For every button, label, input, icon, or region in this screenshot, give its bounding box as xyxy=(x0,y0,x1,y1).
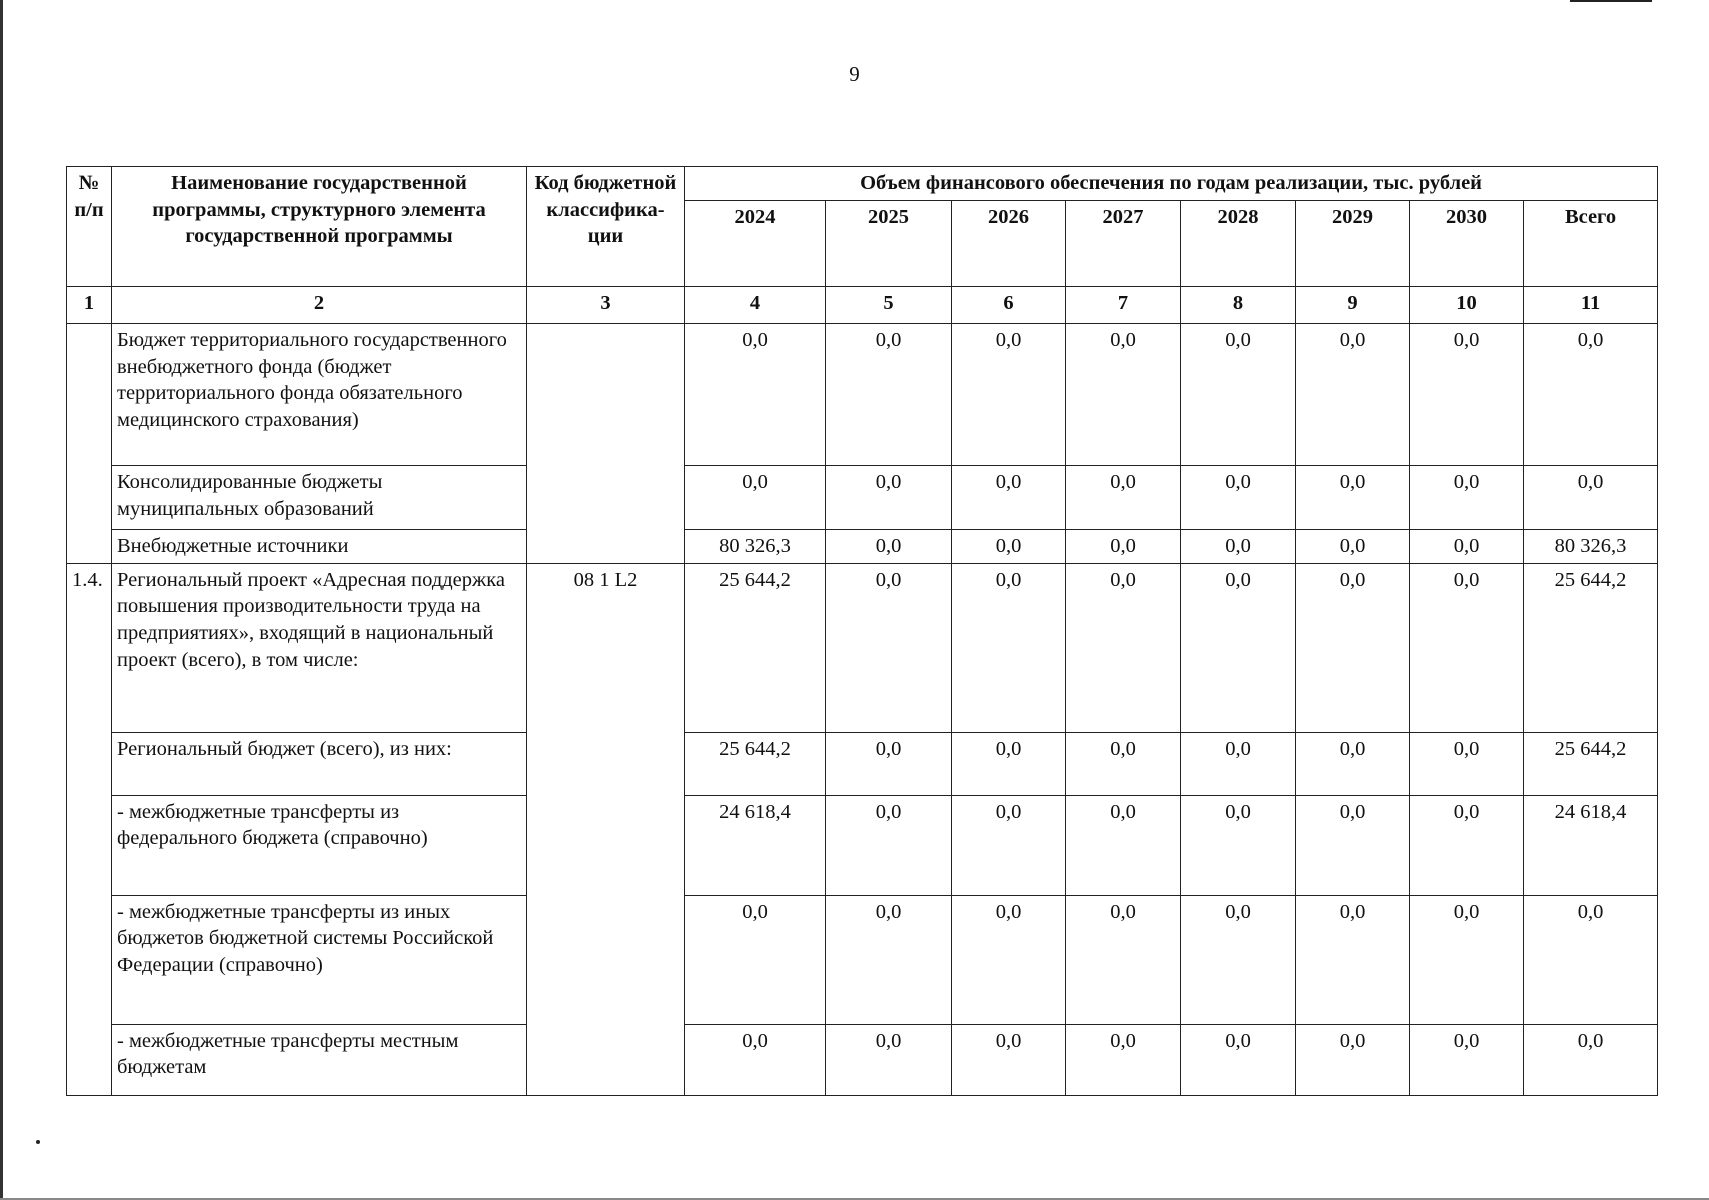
value-2029: 0,0 xyxy=(1296,563,1410,732)
value-2026: 0,0 xyxy=(952,530,1066,564)
table-row xyxy=(67,563,1658,732)
value-2024: 0,0 xyxy=(685,1024,826,1095)
value-2027: 0,0 xyxy=(1066,563,1181,732)
row-name: - межбюджетные трансферты из федерального бюджета (справочно) xyxy=(112,795,527,895)
value-total: 24 618,4 xyxy=(1524,795,1658,895)
header-name: Наименование государственной программы, структурного элемента государственной программы xyxy=(112,167,527,287)
value-2029: 0,0 xyxy=(1296,530,1410,564)
value-2025: 0,0 xyxy=(826,732,952,795)
value-2026: 0,0 xyxy=(952,1024,1066,1095)
value-2030: 0,0 xyxy=(1410,1024,1524,1095)
value-2028: 0,0 xyxy=(1181,1024,1296,1095)
row-name: Бюджет территориального государственного внебюджетного фонда (бюджет территориального фонда обязательного медицинского страхования) xyxy=(112,324,527,466)
table-row xyxy=(67,324,1658,466)
column-number: 5 xyxy=(826,287,952,324)
header-year-2028: 2028 xyxy=(1181,201,1296,287)
value-2026: 0,0 xyxy=(952,563,1066,732)
table-row xyxy=(67,732,1658,795)
value-total: 0,0 xyxy=(1524,324,1658,466)
page-number: 9 xyxy=(849,62,860,86)
column-number: 8 xyxy=(1181,287,1296,324)
row-index-cell xyxy=(67,324,112,564)
value-2024: 25 644,2 xyxy=(685,563,826,732)
value-2028: 0,0 xyxy=(1181,466,1296,530)
value-2029: 0,0 xyxy=(1296,466,1410,530)
table-row xyxy=(67,795,1658,895)
header-total: Всего xyxy=(1524,201,1658,287)
value-total: 0,0 xyxy=(1524,895,1658,1024)
table-row xyxy=(67,530,1658,564)
value-2028: 0,0 xyxy=(1181,732,1296,795)
row-code xyxy=(527,324,685,564)
value-2030: 0,0 xyxy=(1410,795,1524,895)
row-name: Консолидированные бюджеты муниципальных образований xyxy=(112,466,527,530)
value-2026: 0,0 xyxy=(952,732,1066,795)
budget-table xyxy=(66,166,1658,1096)
value-2030: 0,0 xyxy=(1410,563,1524,732)
value-2027: 0,0 xyxy=(1066,466,1181,530)
value-total: 25 644,2 xyxy=(1524,732,1658,795)
value-total: 0,0 xyxy=(1524,466,1658,530)
row-code: 08 1 L2 xyxy=(527,563,685,1095)
value-2029: 0,0 xyxy=(1296,1024,1410,1095)
column-number: 9 xyxy=(1296,287,1410,324)
value-2025: 0,0 xyxy=(826,563,952,732)
value-2029: 0,0 xyxy=(1296,324,1410,466)
value-2025: 0,0 xyxy=(826,466,952,530)
value-2028: 0,0 xyxy=(1181,895,1296,1024)
value-2025: 0,0 xyxy=(826,795,952,895)
value-2027: 0,0 xyxy=(1066,1024,1181,1095)
value-2027: 0,0 xyxy=(1066,895,1181,1024)
value-2027: 0,0 xyxy=(1066,732,1181,795)
value-2028: 0,0 xyxy=(1181,324,1296,466)
table-row xyxy=(67,466,1658,530)
header-year-2030: 2030 xyxy=(1410,201,1524,287)
value-2026: 0,0 xyxy=(952,795,1066,895)
value-2028: 0,0 xyxy=(1181,563,1296,732)
column-number: 1 xyxy=(67,287,112,324)
column-number: 7 xyxy=(1066,287,1181,324)
page-edge-left xyxy=(0,0,3,1200)
scan-speck xyxy=(36,1140,40,1144)
value-2027: 0,0 xyxy=(1066,324,1181,466)
value-2024: 24 618,4 xyxy=(685,795,826,895)
header-funding-group: Объем финансового обеспечения по годам реализации, тыс. рублей xyxy=(685,167,1658,201)
column-number: 4 xyxy=(685,287,826,324)
value-2028: 0,0 xyxy=(1181,530,1296,564)
row-name: Региональный бюджет (всего), из них: xyxy=(112,732,527,795)
value-2024: 0,0 xyxy=(685,466,826,530)
value-2026: 0,0 xyxy=(952,324,1066,466)
header-year-2026: 2026 xyxy=(952,201,1066,287)
value-2030: 0,0 xyxy=(1410,530,1524,564)
column-number: 2 xyxy=(112,287,527,324)
header-code: Код бюджетной классифика-ции xyxy=(527,167,685,287)
value-total: 80 326,3 xyxy=(1524,530,1658,564)
value-2030: 0,0 xyxy=(1410,324,1524,466)
column-number: 10 xyxy=(1410,287,1524,324)
value-2030: 0,0 xyxy=(1410,732,1524,795)
value-2024: 25 644,2 xyxy=(685,732,826,795)
row-name: Внебюджетные источники xyxy=(112,530,527,564)
table-row xyxy=(67,1024,1658,1095)
value-2028: 0,0 xyxy=(1181,795,1296,895)
value-2024: 0,0 xyxy=(685,895,826,1024)
row-name: - межбюджетные трансферты местным бюджетам xyxy=(112,1024,527,1095)
value-2029: 0,0 xyxy=(1296,895,1410,1024)
value-total: 25 644,2 xyxy=(1524,563,1658,732)
scan-top-rule xyxy=(1570,0,1652,2)
value-2025: 0,0 xyxy=(826,530,952,564)
value-2025: 0,0 xyxy=(826,1024,952,1095)
value-2029: 0,0 xyxy=(1296,732,1410,795)
row-name: Региональный проект «Адресная поддержка повышения производительности труда на предприятиях», входящий в национальный проект (всего), в том числе: xyxy=(112,563,527,732)
header-num: № п/п xyxy=(67,167,112,287)
value-2027: 0,0 xyxy=(1066,530,1181,564)
value-2025: 0,0 xyxy=(826,324,952,466)
value-2030: 0,0 xyxy=(1410,466,1524,530)
value-2024: 80 326,3 xyxy=(685,530,826,564)
row-name: - межбюджетные трансферты из иных бюджетов бюджетной системы Российской Федерации (справочно) xyxy=(112,895,527,1024)
value-2026: 0,0 xyxy=(952,466,1066,530)
value-2026: 0,0 xyxy=(952,895,1066,1024)
value-2030: 0,0 xyxy=(1410,895,1524,1024)
row-index-cell: 1.4. xyxy=(67,563,112,1095)
value-total: 0,0 xyxy=(1524,1024,1658,1095)
column-number: 11 xyxy=(1524,287,1658,324)
header-year-2027: 2027 xyxy=(1066,201,1181,287)
table-row xyxy=(67,895,1658,1024)
header-year-2024: 2024 xyxy=(685,201,826,287)
column-number: 3 xyxy=(527,287,685,324)
value-2027: 0,0 xyxy=(1066,795,1181,895)
value-2029: 0,0 xyxy=(1296,795,1410,895)
value-2025: 0,0 xyxy=(826,895,952,1024)
value-2024: 0,0 xyxy=(685,324,826,466)
column-number: 6 xyxy=(952,287,1066,324)
header-year-2029: 2029 xyxy=(1296,201,1410,287)
header-year-2025: 2025 xyxy=(826,201,952,287)
